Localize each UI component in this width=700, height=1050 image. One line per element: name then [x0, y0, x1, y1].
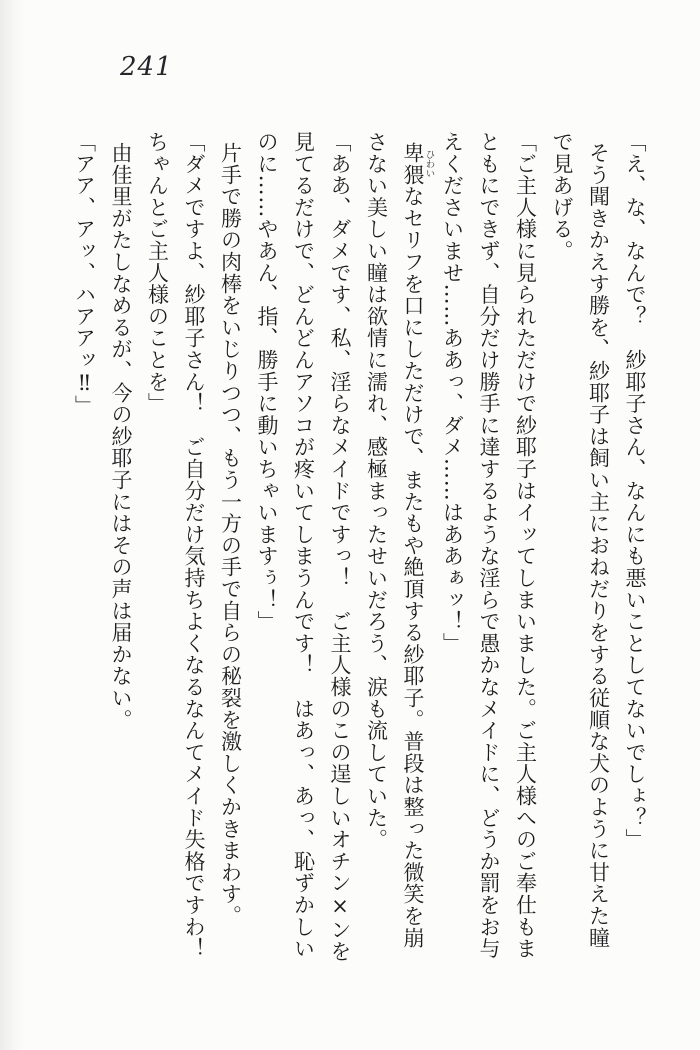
- text-segment: ともにできず、自分だけ勝手に達するような淫らで愚かなメイドに、どうか罰をお与: [477, 131, 501, 960]
- text-segment: ‼: [72, 370, 97, 395]
- text-line: [139, 131, 176, 969]
- furigana: ひわい: [423, 142, 435, 186]
- ruby-annotated-word: 卑猥ひわい: [401, 142, 435, 186]
- text-line: [322, 131, 359, 969]
- vertical-text-block: [69, 131, 653, 969]
- text-line: [103, 131, 140, 969]
- text-segment: 「ご主人様に見られただけで紗耶子はイッてしまいました。ご主人様へのご奉仕もま: [513, 131, 538, 960]
- text-segment: 片手で勝の肉棒をいじりつつ、もう一方の手で自らの秘裂を激しくかきまわす。: [218, 142, 243, 927]
- text-segment: えくださいませ……ああっ、ダメ……はああぁッ！」: [440, 131, 465, 655]
- text-segment: ちゃんとご主人様のことを」: [145, 131, 170, 415]
- text-segment: 「え、な、なんで？ 紗耶子さん、なんにも悪いことしてないでしょ？」: [623, 131, 647, 851]
- text-line: [285, 131, 322, 969]
- text-line: [212, 131, 249, 969]
- page-number: 241: [120, 52, 173, 82]
- text-segment: 「アア、アッ、ハアアッ: [72, 131, 97, 371]
- text-segment: 由佳里がたしなめるが、今の紗耶子にはその声は届かない。: [109, 142, 133, 731]
- text-line: [471, 131, 508, 969]
- text-segment: そう聞きかえす勝を、紗耶子は飼い主におねだりをする従順な犬のように甘えた瞳: [586, 142, 611, 949]
- text-segment: 「ああ、ダメです、私、淫らなメイドですっ！ ご主人様のこの逞しいオチン×ンを: [328, 131, 352, 963]
- text-line: [544, 131, 581, 969]
- text-line: [176, 131, 213, 969]
- text-segment: のに……やあん、指、勝手に動いちゃいますぅ！」: [255, 131, 279, 633]
- text-segment: なセリフを口にしただけで、またもや絶頂する紗耶子。普段は整った微笑を崩: [401, 185, 425, 949]
- text-segment: 」: [72, 394, 97, 417]
- text-line: [580, 131, 617, 969]
- text-line: [434, 131, 471, 969]
- page-edge-shading: [0, 0, 26, 1050]
- text-segment: さない美しい瞳は欲情に濡れ、感極まったせいだろう、涙も流していた。: [364, 131, 389, 851]
- text-segment: 見てるだけで、どんどんアソコが疼いてしまうんです！ はあっ、あっ、恥ずかしい: [291, 131, 316, 960]
- text-line: [249, 131, 286, 969]
- text-line: [507, 131, 544, 969]
- text-segment: 「ダメですよ、紗耶子さん！ ご自分だけ気持ちよくなるなんてメイド失格ですわ！: [182, 131, 206, 960]
- text-line: [395, 131, 435, 969]
- text-line: [617, 131, 654, 969]
- text-line: [358, 131, 395, 969]
- text-segment: で見あげる。: [550, 131, 574, 262]
- text-line: [66, 131, 103, 969]
